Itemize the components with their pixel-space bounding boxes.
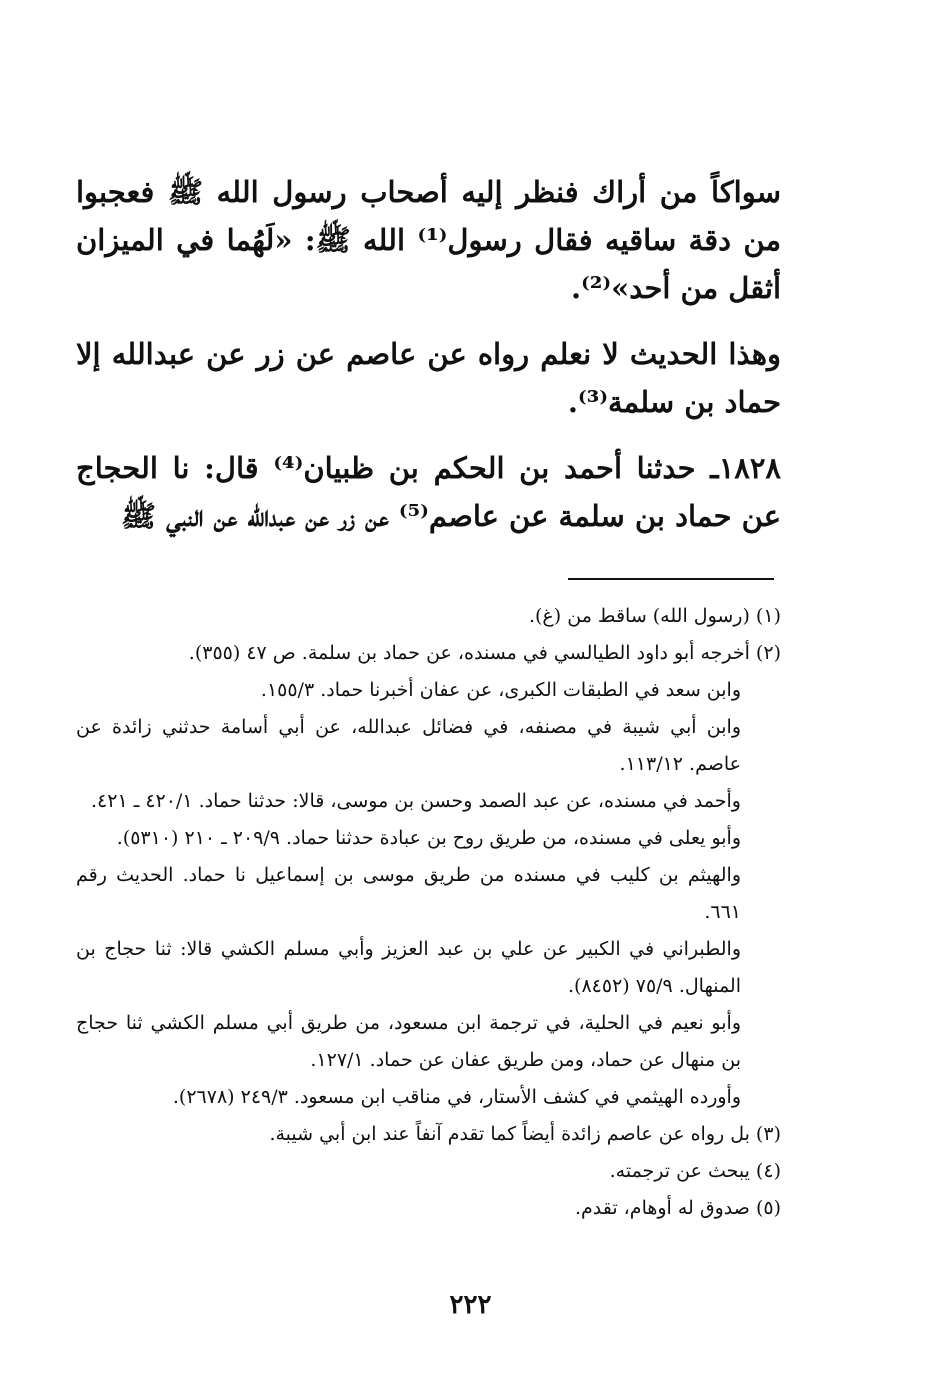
paragraph-2: وهذا الحديث لا نعلم رواه عن عاصم عن زر عن عبدالله إلا حماد بن سلمة⁽³⁾. xyxy=(76,337,781,419)
footnote-separator xyxy=(568,578,774,580)
footnote-2-source: وأبو يعلى في مسنده، من طريق روح بن عبادة حدثنا حماد. ٢٠٩/٩ ـ ٢١٠ (٥٣١٠). xyxy=(116,827,741,849)
hadith-number: ١٨٢٨ xyxy=(718,451,781,485)
hadith-1828 xyxy=(76,444,781,540)
footnote-2-source: وأبو نعيم في الحلية، في ترجمة ابن مسعود، من طريق أبي مسلم الكشي ثنا حجاج بن منهال عن حماد، ومن طريق عفان عن حماد. ١٢٧/١. xyxy=(76,1012,741,1071)
hadith-text: ـ حدثنا أحمد بن الحكم بن ظبيان⁽⁴⁾ قال: نا الحجاج عن حماد بن سلمة عن عاصم⁽⁵⁾ عن زر عن عبدالله عن النبي ﷺ xyxy=(76,451,781,533)
footnote-3: (٣) بل رواه عن عاصم زائدة أيضاً كما تقدم آنفاً عند ابن أبي شيبة. xyxy=(269,1123,781,1145)
footnote-1: (١) (رسول الله) ساقط من (غ). xyxy=(528,605,781,627)
footnote-2-source: والطبراني في الكبير عن علي بن عبد العزيز وأبي مسلم الكشي قالا: ثنا حجاج بن المنهال. ٧٥/٩ (٨٤٥٢). xyxy=(76,938,741,997)
footnote-2-source: وابن أبي شيبة في مصنفه، في فضائل عبدالله، عن أبي أسامة حدثني زائدة عن عاصم. ١١٣/١٢. xyxy=(76,716,741,775)
footnote-2-source: وأورده الهيثمي في كشف الأستار، في مناقب ابن مسعود. ٢٤٩/٣ (٢٦٧٨). xyxy=(172,1086,741,1108)
paragraph-1: سواكاً من أراك فنظر إليه أصحاب رسول الله ﷺ فعجبوا من دقة ساقيه فقال رسول⁽¹⁾ الله ﷺ: «لَهُما في الميزان أثقل من أحد»⁽²⁾. xyxy=(76,175,781,305)
footnote-2-source: وابن سعد في الطبقات الكبرى، عن عفان أخبرنا حماد. ١٥٥/٣. xyxy=(260,679,741,701)
footnotes xyxy=(76,598,781,1227)
footnote-4: (٤) يبحث عن ترجمته. xyxy=(609,1160,781,1182)
footnote-2-source: والهيثم بن كليب في مسنده من طريق موسى بن إسماعيل نا حماد. الحديث رقم ٦٦١. xyxy=(76,864,741,923)
page-number: ٢٢٢ xyxy=(449,1290,492,1320)
footnote-2: (٢) أخرجه أبو داود الطيالسي في مسنده، عن حماد بن سلمة. ص ٤٧ (٣٥٥). xyxy=(188,642,781,664)
main-text xyxy=(76,168,781,540)
footnote-5: (٥) صدوق له أوهام، تقدم. xyxy=(574,1197,781,1219)
footnote-2-source: وأحمد في مسنده، عن عبد الصمد وحسن بن موسى، قالا: حدثنا حماد. ٤٢٠/١ ـ ٤٢١. xyxy=(90,790,741,812)
